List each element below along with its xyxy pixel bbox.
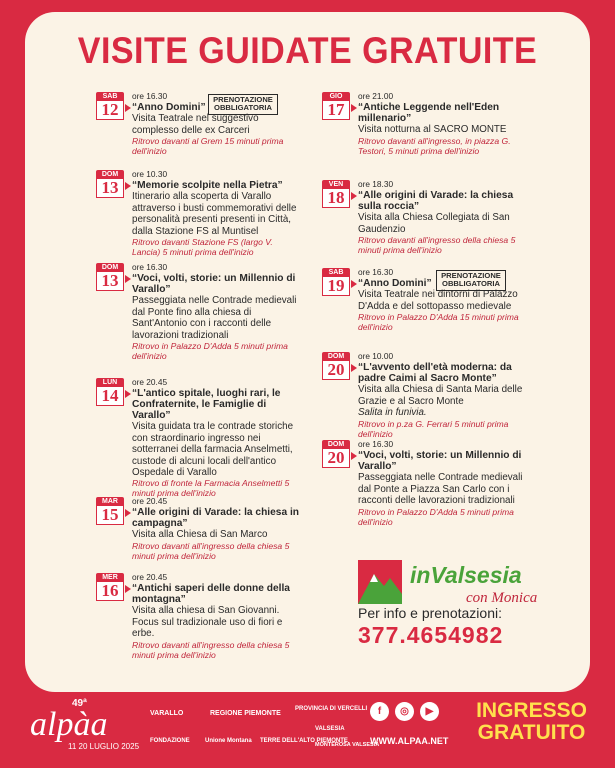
sponsor-logo: FONDAZIONE [150, 738, 190, 744]
event-name: “Voci, volti, storie: un Millennio di Varallo” [132, 273, 296, 296]
event-day: 20 [322, 361, 350, 380]
event-weekday: MER [96, 573, 124, 582]
calendar-icon [96, 92, 124, 120]
pointer-arrow-icon [125, 104, 131, 112]
calendar-icon [96, 378, 124, 406]
event-description: Passeggiata nelle Contrade medievali dal Ponte fino alla chiesa di Sant'Antonio con i racconti delle lavorazioni tradizionali [132, 295, 297, 341]
event-description: Visita alla chiesa di San Giovanni. Focus sul tradizionale uso di fiori e erbe. [132, 605, 283, 640]
event-description: Visita notturna al SACRO MONTE [358, 124, 507, 136]
event-name: “Anno Domini” [358, 278, 432, 290]
event-time: ore 20.45 [132, 377, 168, 387]
calendar-icon [322, 440, 350, 468]
event-name: “Alle origini di Varade: la chiesa sulla roccia” [358, 190, 514, 213]
free-entry-badge: INGRESSO GRATUITO [476, 699, 587, 744]
calendar-icon [96, 263, 124, 291]
event-extra: Salita in funivia. [358, 407, 427, 419]
page-title: VISITE GUIDATE GRATUITE [77, 30, 538, 71]
event-time: ore 16.30 [132, 262, 168, 272]
event-details [358, 91, 533, 156]
event-time: ore 16.30 [358, 267, 394, 277]
sponsor-logo: MONTEROSA VALSESIA [315, 742, 380, 748]
event-day: 13 [96, 272, 124, 291]
calendar-icon [322, 180, 350, 208]
sponsor-logo: PROVINCIA DI VERCELLI [295, 706, 368, 712]
event-description: Passeggiata nelle Contrade medievali dal Ponte a Piazza San Carlo con i racconti delle lavorazioni tradizionali [358, 472, 523, 507]
calendar-icon [96, 573, 124, 601]
pointer-arrow-icon [125, 509, 131, 517]
sponsor-logo: VALSESIA [315, 726, 345, 732]
event-details [132, 169, 302, 257]
pointer-arrow-icon [351, 280, 357, 288]
calendar-icon [322, 92, 350, 120]
event-name: “Voci, volti, storie: un Millennio di Varallo” [358, 450, 522, 473]
website-link[interactable]: WWW.ALPAA.NET [370, 736, 449, 746]
event-weekday: GIO [322, 92, 350, 101]
calendar-icon [322, 352, 350, 380]
sponsor-logo: VARALLO [150, 710, 184, 717]
event-time: ore 18.30 [358, 179, 394, 189]
event-meeting-point: Ritrovo davanti Stazione FS (largo V. Lancia) 5 minuti prima dell'inizio [132, 237, 273, 258]
event-description: Itinerario alla scoperta di Varallo attraverso i busti commemorativi delle personalità presenti presenti in Città, dalla Stazione FS al Muntisel [132, 191, 297, 237]
event-day: 19 [322, 277, 350, 296]
edition-number: 49ª [72, 698, 87, 709]
info-label: Per info e prenotazioni: [358, 605, 502, 621]
sponsor-logo: Unione Montana [205, 738, 252, 744]
event-meeting-point: Ritrovo in Palazzo D'Adda 5 minuti prima dell'inizio [132, 341, 288, 362]
event-details [358, 439, 533, 527]
pointer-arrow-icon [125, 275, 131, 283]
event-name: “L'avvento dell'età moderna: da padre Caimi al Sacro Monte” [358, 362, 512, 385]
event-time: ore 20.45 [132, 496, 168, 506]
event-time: ore 20.45 [132, 572, 168, 582]
instagram-icon[interactable]: ◎ [395, 702, 414, 721]
event-name: “Antiche Leggende nell'Eden millenario” [358, 102, 500, 125]
event-details [358, 179, 533, 255]
event-name: “Anno Domini” [132, 102, 206, 114]
event-description: Visita Teatrale nel suggestivo complesso delle ex Carceri [132, 113, 259, 136]
event-weekday: DOM [96, 263, 124, 272]
event-weekday: SAB [96, 92, 124, 101]
event-meeting-point: Ritrovo di fronte la Farmacia Anselmetti 5 minuti prima dell'inizio [132, 478, 290, 499]
pointer-arrow-icon [351, 452, 357, 460]
mountain-icon [358, 560, 402, 604]
event-description: Visita alla Chiesa di San Marco [132, 529, 268, 541]
event-details [132, 572, 302, 660]
booking-required-badge: PRENOTAZIONE OBBLIGATORIA [436, 270, 506, 291]
pointer-arrow-icon [125, 585, 131, 593]
sponsor-logos [150, 702, 380, 758]
event-day: 12 [96, 101, 124, 120]
event-time: ore 10.00 [358, 351, 394, 361]
event-meeting-point: Ritrovo davanti all'ingresso della chiesa 5 minuti prima dell'inizio [132, 540, 290, 561]
event-day: 17 [322, 101, 350, 120]
booking-required-badge: PRENOTAZIONE OBBLIGATORIA [208, 94, 278, 115]
event-meeting-point: Ritrovo in Palazzo D'Adda 15 minuti prima dell'inizio [358, 312, 519, 333]
event-description: Visita guidata tra le contrade storiche con straordinario ingresso nei sotterranei della farmacia Anselmetti, custode di alcuni locali dell'antico Ospedale di Varallo [132, 421, 294, 479]
event-meeting-point: Ritrovo davanti all'ingresso della chiesa 5 minuti prima dell'inizio [132, 639, 290, 660]
event-day: 16 [96, 582, 124, 601]
event-weekday: LUN [96, 378, 124, 387]
event-time: ore 16.30 [358, 439, 394, 449]
event-meeting-point: Ritrovo davanti all'ingresso della chiesa 5 minuti prima dell'inizio [358, 235, 516, 256]
event-weekday: DOM [322, 440, 350, 449]
event-details [132, 262, 302, 361]
event-day: 14 [96, 387, 124, 406]
youtube-icon[interactable]: ▶ [420, 702, 439, 721]
event-name: “Memorie scolpite nella Pietra” [132, 180, 283, 192]
event-day: 18 [322, 189, 350, 208]
facebook-icon[interactable]: f [370, 702, 389, 721]
pointer-arrow-icon [351, 192, 357, 200]
phone-number[interactable]: 377.4654982 [358, 622, 504, 648]
event-weekday: DOM [322, 352, 350, 361]
event-name: “Antichi saperi delle donne della montagna” [132, 583, 290, 606]
event-day: 15 [96, 506, 124, 525]
event-name: “L'antico spitale, luoghi rari, le Confraternite, le Famiglie di Varallo” [132, 388, 281, 422]
event-description: Visita Teatrale nei dintorni di Palazzo D'Adda e del sottopasso medievale [358, 289, 518, 312]
brand-sub: con Monica [466, 590, 538, 606]
event-details [358, 351, 533, 439]
pointer-arrow-icon [125, 390, 131, 398]
event-time: ore 21.00 [358, 91, 394, 101]
event-time: ore 16.30 [132, 91, 168, 101]
sponsor-logo: TERRE DELL'ALTO PIEMONTE [260, 738, 348, 744]
event-details [132, 377, 302, 498]
festival-name: alpàa [30, 706, 108, 743]
event-meeting-point: Ritrovo in Palazzo D'Adda 5 minuti prima dell'inizio [358, 506, 514, 527]
sponsor-logo: REGIONE PIEMONTE [210, 710, 281, 717]
pointer-arrow-icon [351, 364, 357, 372]
event-description: Visita alla Chiesa Collegiata di San Gaudenzio [358, 212, 510, 235]
calendar-icon [96, 497, 124, 525]
calendar-icon [322, 268, 350, 296]
event-weekday: MAR [96, 497, 124, 506]
brand-main: inValsesia [410, 562, 522, 588]
event-meeting-point: Ritrovo davanti all'ingresso, in piazza G. Testori, 5 minuti prima dell'inizio [358, 135, 511, 156]
event-day: 13 [96, 179, 124, 198]
event-weekday: DOM [96, 170, 124, 179]
event-details [132, 496, 302, 561]
pointer-arrow-icon [351, 104, 357, 112]
event-weekday: SAB [322, 268, 350, 277]
pointer-arrow-icon [125, 182, 131, 190]
event-name: “Alle origini di Varade: la chiesa in campagna” [132, 507, 300, 530]
event-meeting-point: Ritrovo davanti al Grem 15 minuti prima dell'inizio [132, 136, 284, 157]
event-day: 20 [322, 449, 350, 468]
event-time: ore 10.30 [132, 169, 168, 179]
event-meeting-point: Ritrovo in p.za G. Ferrari 5 minuti prima dell'inizio [358, 418, 509, 439]
event-description: Visita alla Chiesa di Santa Maria delle Grazie e al Sacro Monte [358, 384, 523, 407]
calendar-icon [96, 170, 124, 198]
event-weekday: VEN [322, 180, 350, 189]
footer [0, 692, 615, 768]
festival-dates: 11 20 LUGLIO 2025 [68, 742, 140, 751]
